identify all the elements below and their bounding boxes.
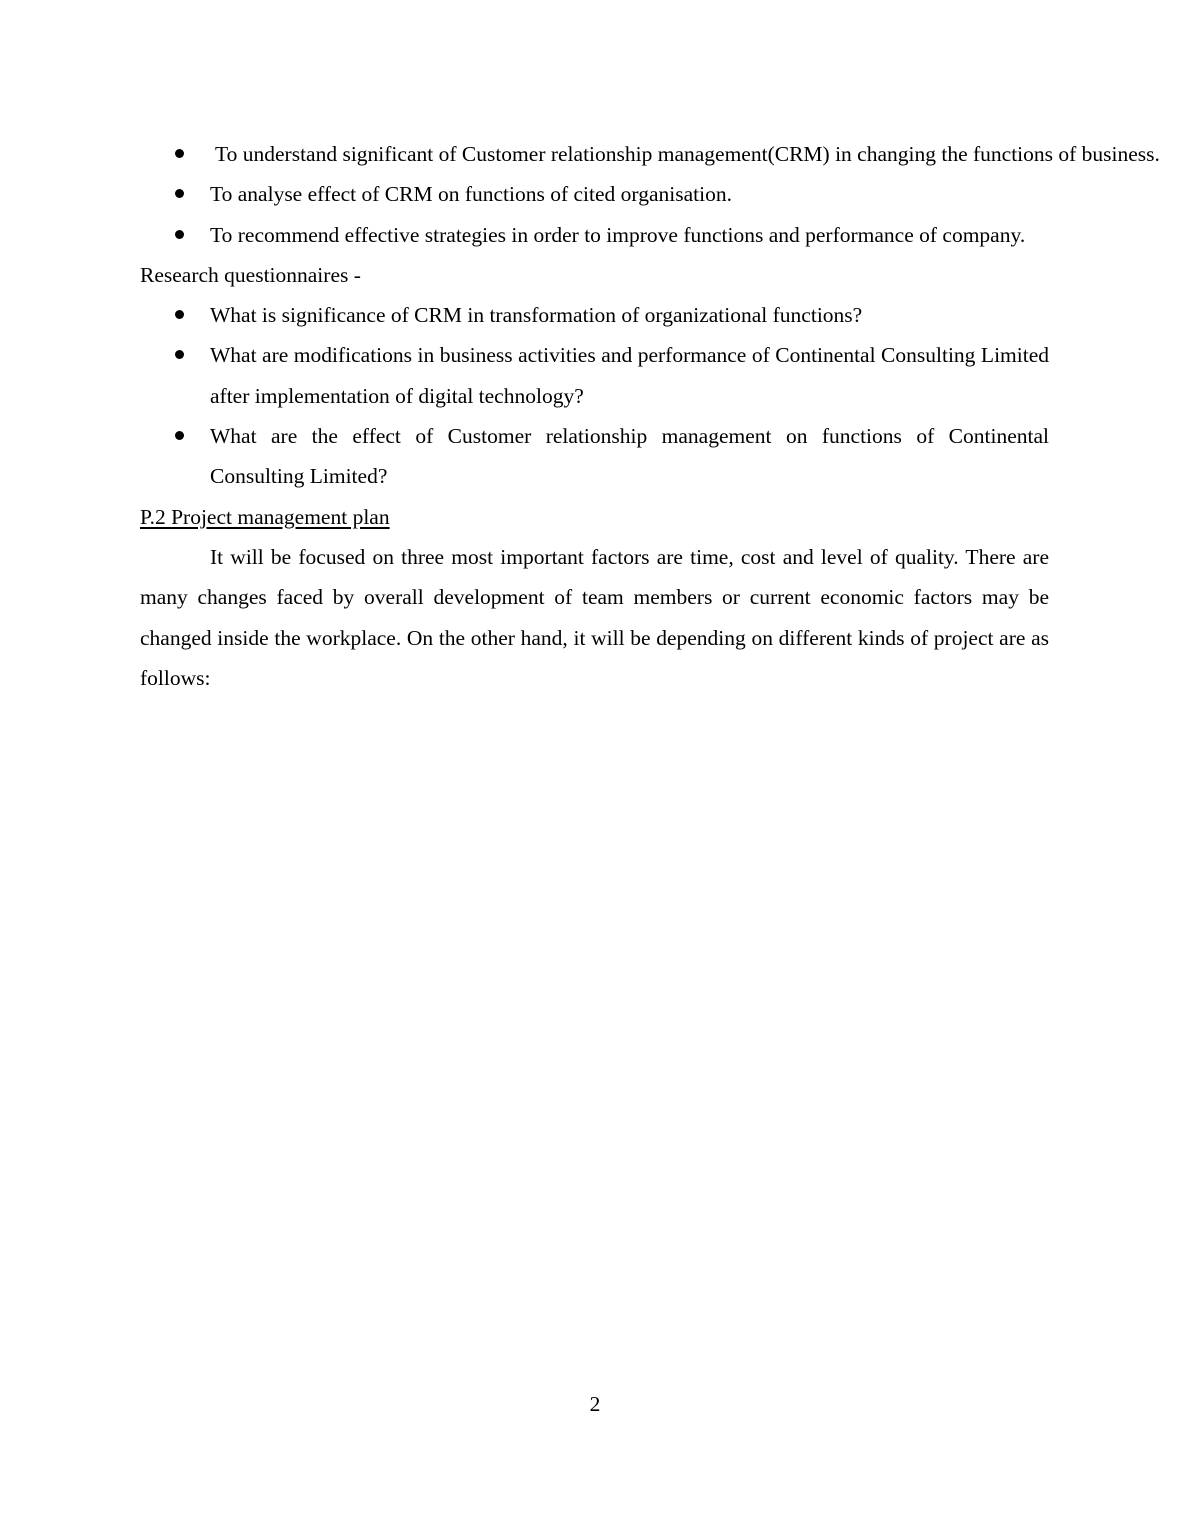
list-item [140, 174, 1049, 214]
list-item [140, 416, 1049, 497]
list-item [140, 295, 1049, 335]
bullet-icon [175, 416, 185, 456]
list-item-text: What is significance of CRM in transformation of organizational functions? [210, 303, 863, 328]
list-item-text: To analyse effect of CRM on functions of cited organisation. [210, 182, 732, 207]
section-paragraph: It will be focused on three most important factors are time, cost and level of quality. There are many changes faced by overall development of team members or current economic factors may be changed inside the workplace. On the other hand, it will be depending on different kinds of project are as follows: [140, 544, 1049, 690]
list-item [140, 335, 1049, 416]
bullet-icon [175, 295, 185, 335]
list-item [140, 134, 1160, 174]
list-item-text: To recommend effective strategies in order to improve functions and performance of company. [210, 222, 1026, 247]
bullet-icon [175, 215, 185, 255]
questions-list [140, 295, 1049, 496]
page-number: 2 [589, 1392, 601, 1416]
bullet-icon [175, 134, 185, 174]
page-body [140, 134, 1160, 698]
list-item [140, 215, 1049, 255]
list-item-text: To understand significant of Customer relationship management(CRM) in changing the functions of business. [210, 142, 1160, 166]
research-questionnaires-heading: Research questionnaires - [140, 262, 361, 287]
list-item-text: What are modifications in business activities and performance of Continental Consulting Limited after implementation of digital technology? [210, 343, 1049, 408]
bullet-icon [175, 174, 185, 214]
objectives-list [140, 134, 1160, 255]
list-item-text: What are the effect of Customer relationship management on functions of Continental Consulting Limited? [210, 424, 1049, 489]
section-heading: P.2 Project management plan [140, 504, 390, 529]
bullet-icon [175, 335, 185, 375]
